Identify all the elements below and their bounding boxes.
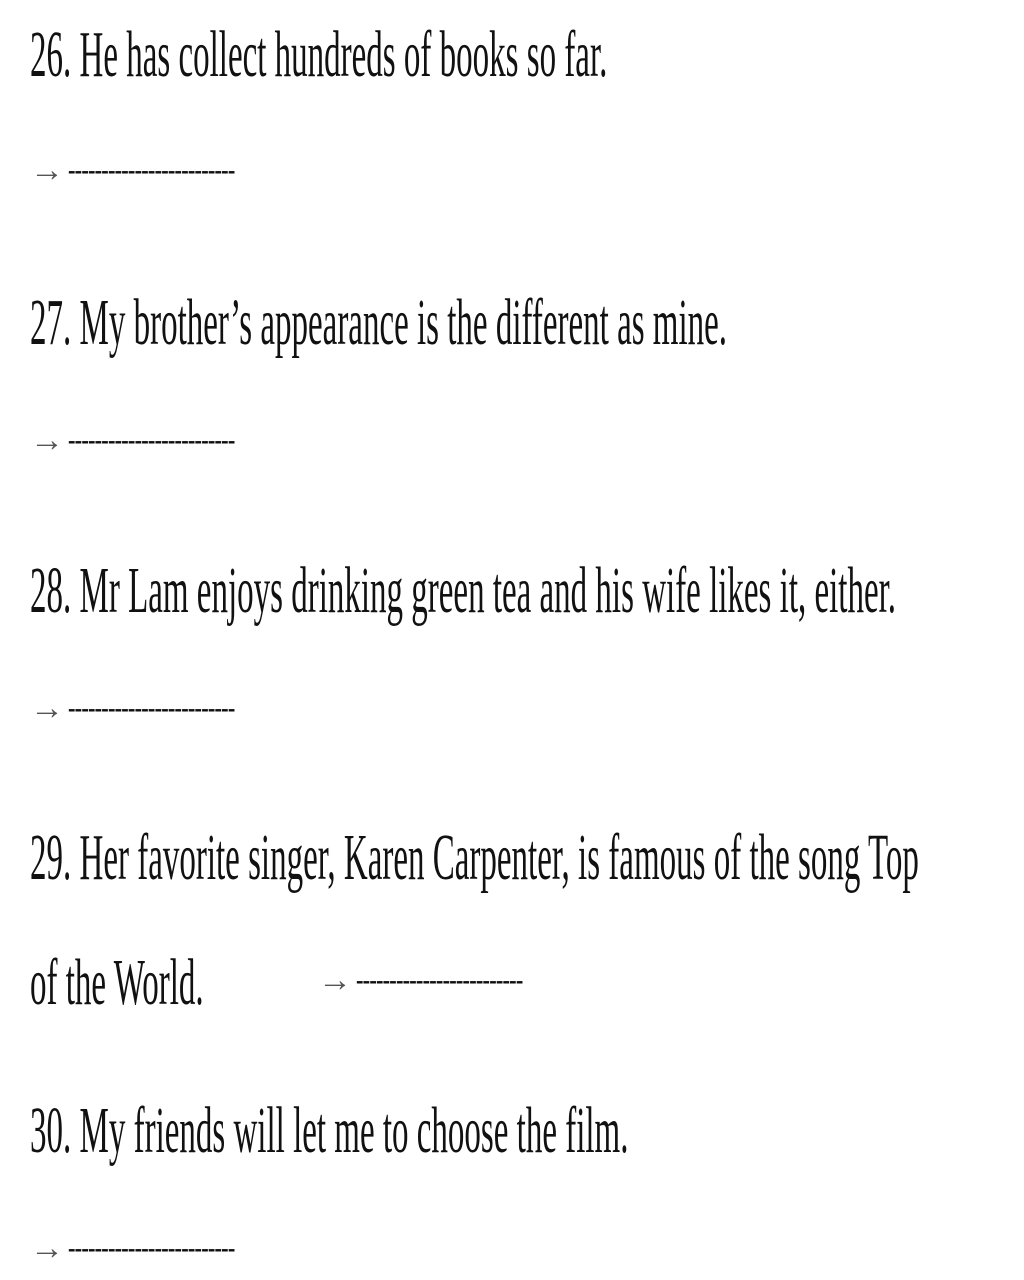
answer-line [30, 422, 276, 460]
question-text: 26. He has collect hundreds of books so far. [30, 18, 608, 91]
answer-line [318, 962, 564, 1000]
arrow-icon: → [30, 690, 64, 727]
answer-blank: ------------------------- [68, 155, 235, 186]
question-text: 30. My friends will let me to choose the film. [30, 1094, 629, 1167]
question-text-continued: of the World. [30, 946, 204, 1019]
arrow-icon: → [30, 1230, 64, 1267]
arrow-icon: → [318, 962, 352, 999]
question-text: 29. Her favorite singer, Karen Carpenter, is famous of the song Top [30, 821, 919, 894]
arrow-icon: → [30, 152, 64, 189]
answer-blank: ------------------------- [356, 965, 523, 996]
answer-line [30, 152, 276, 190]
answer-blank: ------------------------- [68, 693, 235, 724]
question-text: 27. My brother’s appearance is the different as mine. [30, 286, 728, 359]
answer-line [30, 1230, 276, 1268]
answer-blank: ------------------------- [68, 425, 235, 456]
question-text: 28. Mr Lam enjoys drinking green tea and his wife likes it, either. [30, 554, 897, 627]
answer-line [30, 690, 276, 728]
answer-blank: ------------------------- [68, 1233, 235, 1264]
arrow-icon: → [30, 422, 64, 459]
